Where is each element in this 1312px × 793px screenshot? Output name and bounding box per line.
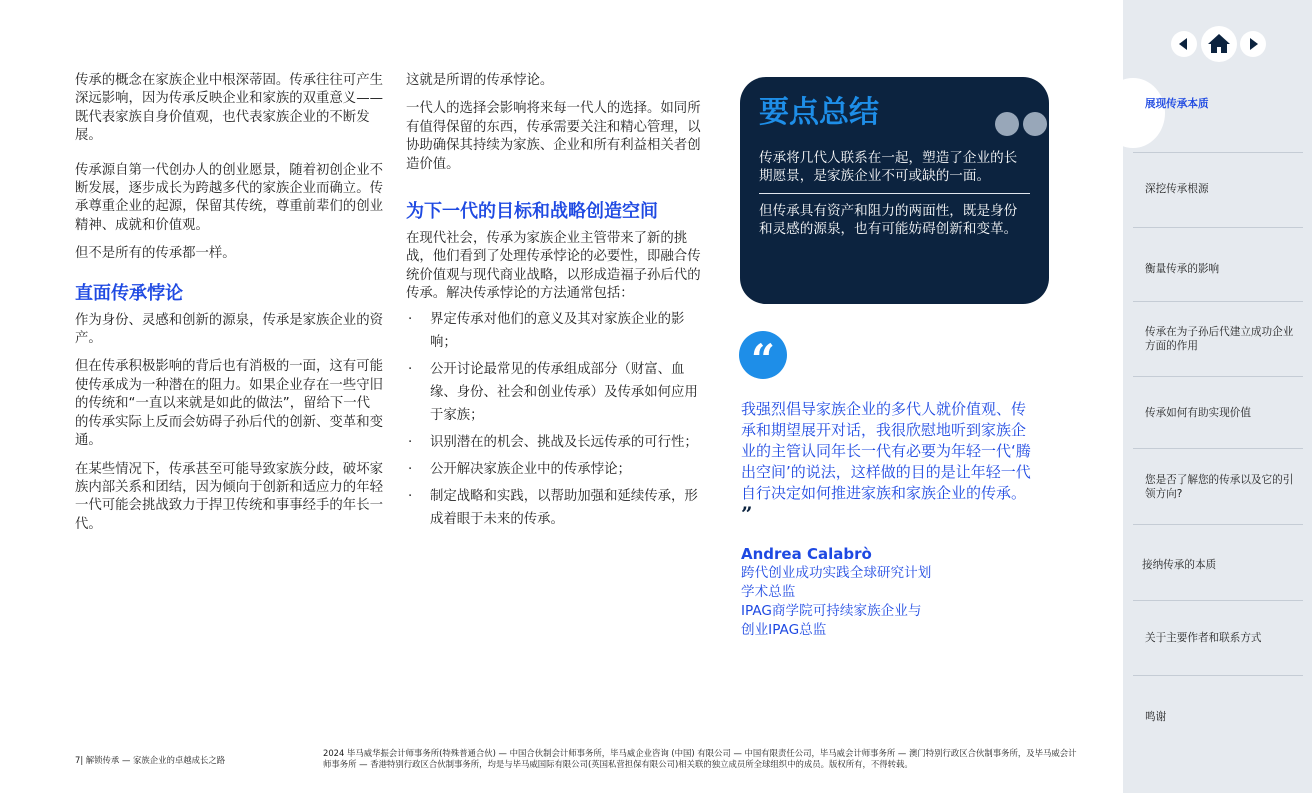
chevron-right-icon xyxy=(1240,31,1266,57)
bullet-icon: · xyxy=(408,488,413,504)
section-heading-paradox: 直面传承悖论 xyxy=(75,282,183,304)
summary-text-1: 传承将几代人联系在一起，塑造了企业的长期愿景，是家族企业不可或缺的一面。 xyxy=(759,150,1018,184)
summary-title: 要点总结 xyxy=(759,95,879,130)
author-title-line: 创业IPAG总监 xyxy=(741,622,827,638)
paragraph: 但不是所有的传承都一样。 xyxy=(75,246,236,262)
bullet-list xyxy=(406,308,708,531)
sidebar-item-direction[interactable]: 您是否了解您的传承以及它的引领方向? xyxy=(1145,474,1294,500)
quote-author xyxy=(741,545,931,640)
sidebar-item-embrace[interactable]: 接纳传承的本质 xyxy=(1142,559,1217,571)
bullet-icon: · xyxy=(408,311,413,327)
summary-text-2: 但传承具有资产和阻力的两面性，既是身份和灵感的源泉，也有可能妨碍创新和变革。 xyxy=(759,203,1018,237)
divider xyxy=(1133,376,1303,377)
bullet-icon: · xyxy=(408,461,413,477)
divider xyxy=(1133,675,1303,676)
pull-quote xyxy=(741,399,1031,527)
home-button[interactable] xyxy=(1201,26,1237,62)
paragraph: 作为身份、灵感和创新的源泉，传承是家族企业的资产。 xyxy=(75,312,383,347)
close-quote-icon: ” xyxy=(741,502,753,526)
quote-icon: “ xyxy=(739,331,787,379)
author-title-line: IPAG商学院可持续家族企业与 xyxy=(741,603,922,619)
sidebar-item-roots[interactable]: 深挖传承根源 xyxy=(1145,183,1209,195)
sidebar-item-value[interactable]: 传承如何有助实现价值 xyxy=(1145,407,1251,419)
divider xyxy=(1133,448,1303,449)
page-navigation-buttons xyxy=(1171,26,1266,62)
sidebar-item-essence[interactable]: 展现传承本质 xyxy=(1145,98,1209,110)
sidebar-item-impact[interactable]: 衡量传承的影响 xyxy=(1145,263,1220,275)
copyright-notice: 2024 毕马威华振会计师事务所(特殊普通合伙) — 中国合伙制会计师事务所，毕马威企业咨询 (中国) 有限公司 — 中国有限责任公司，毕马威会计师事务所 — 澳门特别行政区合伙制事务所，及毕马威会计师事务所 — 香港特别行政区合伙制事务所，均是与毕马威国际有限公司(英国私营担保有限公司)相关联的独立成员所全球组织中的成员。版权所有，不得转载。 xyxy=(323,748,1077,769)
list-item: · 界定传承对他们的意义及其对家族企业的影响； xyxy=(406,308,708,354)
decorative-dots-icon xyxy=(995,112,1049,136)
sidebar-navigation xyxy=(1123,0,1312,793)
paragraph: 传承的概念在家族企业中根深蒂固。传承往往可产生深远影响，因为传承反映企业和家族的双重意义——既代表家族自身价值观，也代表家族企业的不断发展。 xyxy=(75,73,383,144)
home-icon xyxy=(1201,26,1237,62)
sidebar-item-acknowledgements[interactable]: 鸣谢 xyxy=(1145,711,1167,723)
paragraph: 在某些情况下，传承甚至可能导致家族分歧，破坏家族内部关系和团结，因为倾向于创新和适应力的年轻一代可能会挑战致力于捍卫传统和事事经手的年长一代。 xyxy=(75,461,383,532)
divider xyxy=(1133,524,1303,525)
divider xyxy=(1133,600,1303,601)
page-number: 7| 解锁传承 — 家族企业的卓越成长之路 xyxy=(75,755,226,765)
divider xyxy=(1133,152,1303,153)
previous-page-button[interactable] xyxy=(1171,31,1197,57)
text-column-1 xyxy=(75,72,383,544)
text-column-2 xyxy=(406,72,708,535)
section-heading-strategy: 为下一代的目标和战略创造空间 xyxy=(406,201,658,223)
active-indicator xyxy=(1123,78,1165,148)
author-title-line: 跨代创业成功实践全球研究计划 xyxy=(741,565,932,581)
bullet-icon: · xyxy=(408,361,413,377)
quote-text: 我强烈倡导家族企业的多代人就价值观、传承和期望展开对话，我很欣慰地听到家族企业的主管认同年长一代有必要为年轻一代‘腾出空间’的说法，这样做的目的是让年轻一代自行决定如何推进家族和家族企业的传承。 xyxy=(741,400,1031,502)
list-item: · 公开解决家族企业中的传承悖论； xyxy=(406,458,708,481)
paragraph: 传承源自第一代创办人的创业愿景，随着初创企业不断发展，逐步成长为跨越多代的家族企业而确立。传承尊重企业的起源，保留其传统，尊重前辈们的创业精神、成就和价值观。 xyxy=(75,162,383,233)
paragraph: 在现代社会，传承为家族企业主管带来了新的挑战，他们看到了处理传承悖论的必要性，即融合传统价值观与现代商业战略，以形成造福子孙后代的传承。解决传承悖论的方法通常包括： xyxy=(406,231,701,302)
paragraph: 但在传承积极影响的背后也有消极的一面，这有可能使传承成为一种潜在的阻力。如果企业存在一些守旧的传统和“一直以来就是如此的做法”，留给下一代的传承实际上反而会妨碍子孙后代的创新、变革和变通。 xyxy=(75,359,383,449)
sidebar-item-role[interactable]: 传承在为子孙后代建立成功企业方面的作用 xyxy=(1145,326,1294,352)
divider xyxy=(1133,227,1303,228)
paragraph: 一代人的选择会影响将来每一代人的选择。如同所有值得保留的东西，传承需要关注和精心管理，以协助确保其持续为家族、企业和所有利益相关者创造价值。 xyxy=(406,101,701,172)
list-item: · 制定战略和实践，以帮助加强和延续传承，形成着眼于未来的传承。 xyxy=(406,485,708,531)
summary-divider xyxy=(759,193,1030,194)
divider xyxy=(1133,301,1303,302)
author-name: Andrea Calabrò xyxy=(741,545,872,563)
list-item: · 识别潜在的机会、挑战及长远传承的可行性； xyxy=(406,431,708,454)
sidebar-item-authors[interactable]: 关于主要作者和联系方式 xyxy=(1145,632,1262,644)
list-item: · 公开讨论最常见的传承组成部分（财富、血缘、身份、社会和创业传承）及传承如何应用于家族； xyxy=(406,358,708,427)
key-summary-box xyxy=(740,77,1049,304)
paragraph: 这就是所谓的传承悖论。 xyxy=(406,73,554,88)
bullet-icon: · xyxy=(408,434,413,450)
chevron-left-icon xyxy=(1171,31,1197,57)
next-page-button[interactable] xyxy=(1240,31,1266,57)
author-title-line: 学术总监 xyxy=(741,584,796,600)
